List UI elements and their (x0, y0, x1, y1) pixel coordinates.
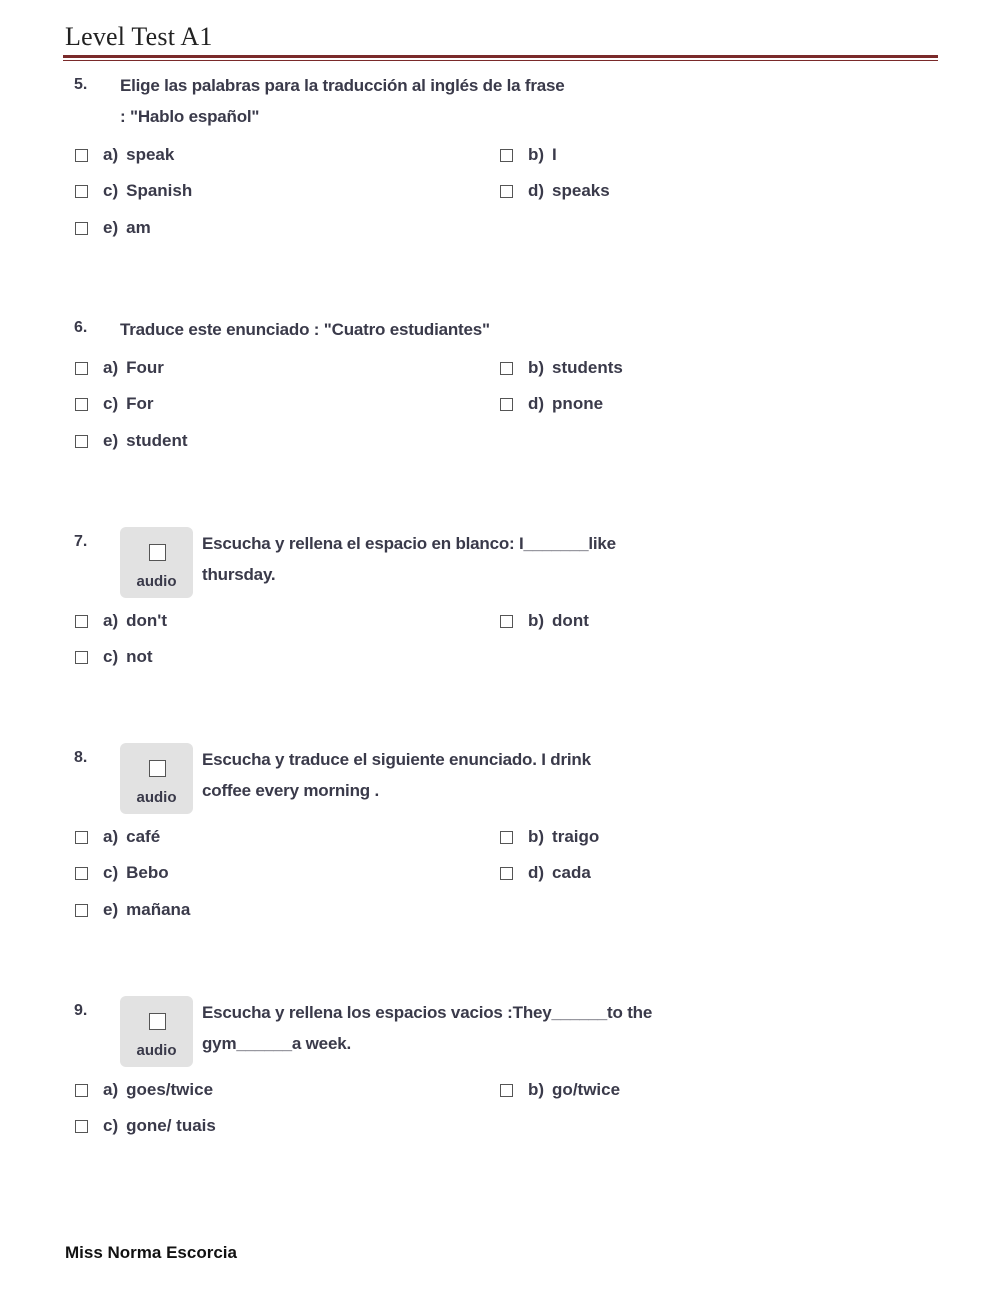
checkbox-icon[interactable] (500, 831, 513, 844)
option-text: café (126, 827, 161, 846)
question-number: 7. (74, 533, 88, 550)
option-letter: c) (103, 1116, 119, 1135)
option-checkbox[interactable] (75, 1115, 216, 1137)
checkbox-icon[interactable] (500, 362, 513, 375)
option-checkbox[interactable] (75, 862, 169, 884)
page-title: Level Test A1 (65, 22, 213, 51)
header-rule-thin (63, 60, 938, 61)
option-checkbox[interactable] (75, 393, 154, 415)
option-letter: d) (528, 863, 545, 882)
option-letter: c) (103, 181, 119, 200)
checkbox-icon[interactable] (500, 615, 513, 628)
audio-play-icon[interactable] (149, 544, 166, 561)
audio-play-icon[interactable] (149, 760, 166, 777)
option-text: I (552, 145, 557, 164)
checkbox-icon[interactable] (75, 1084, 88, 1097)
option-checkbox[interactable] (500, 610, 589, 632)
checkbox-icon[interactable] (75, 185, 88, 198)
option-checkbox[interactable] (75, 217, 151, 239)
option-text: go/twice (552, 1080, 621, 1099)
option-checkbox[interactable] (75, 430, 188, 452)
option-checkbox[interactable] (75, 899, 190, 921)
question-number: 5. (74, 76, 88, 93)
question-number: 6. (74, 319, 88, 336)
option-text: mañana (126, 900, 191, 919)
question-line: Traduce este enunciado : "Cuatro estudiantes" (120, 320, 490, 339)
option-text: Four (126, 358, 164, 377)
option-text: For (126, 394, 154, 413)
question-line: thursday. (202, 565, 276, 584)
option-letter: a) (103, 145, 119, 164)
question-line: Elige las palabras para la traducción al inglés de la frase (120, 76, 565, 95)
option-text: traigo (552, 827, 600, 846)
option-checkbox[interactable] (500, 357, 623, 379)
option-letter: a) (103, 827, 119, 846)
audio-button[interactable] (120, 527, 193, 598)
checkbox-icon[interactable] (75, 867, 88, 880)
checkbox-icon[interactable] (500, 867, 513, 880)
option-letter: b) (528, 358, 545, 377)
option-checkbox[interactable] (75, 646, 153, 668)
question-line: coffee every morning . (202, 781, 379, 800)
option-letter: b) (528, 145, 545, 164)
checkbox-icon[interactable] (75, 149, 88, 162)
audio-button[interactable] (120, 996, 193, 1067)
option-checkbox[interactable] (500, 826, 599, 848)
question-line: Escucha y rellena los espacios vacios :They______to the (202, 1003, 653, 1022)
option-letter: b) (528, 827, 545, 846)
option-checkbox[interactable] (500, 393, 603, 415)
checkbox-icon[interactable] (500, 149, 513, 162)
option-letter: c) (103, 647, 119, 666)
option-text: Bebo (126, 863, 169, 882)
option-checkbox[interactable] (500, 1079, 620, 1101)
option-letter: a) (103, 358, 119, 377)
option-letter: e) (103, 431, 119, 450)
option-text: gone/ tuais (126, 1116, 216, 1135)
option-letter: d) (528, 181, 545, 200)
audio-label: audio (136, 1042, 177, 1059)
option-checkbox[interactable] (500, 862, 591, 884)
question-line: : "Hablo español" (120, 107, 260, 126)
checkbox-icon[interactable] (75, 222, 88, 235)
option-checkbox[interactable] (75, 357, 164, 379)
header-rule (63, 55, 938, 58)
checkbox-icon[interactable] (75, 615, 88, 628)
option-letter: a) (103, 1080, 119, 1099)
option-text: students (552, 358, 623, 377)
option-letter: e) (103, 218, 119, 237)
question-line: Escucha y rellena el espacio en blanco: I_______like (202, 534, 616, 553)
option-text: not (126, 647, 153, 666)
option-text: goes/twice (126, 1080, 214, 1099)
option-text: am (126, 218, 151, 237)
checkbox-icon[interactable] (500, 1084, 513, 1097)
option-checkbox[interactable] (75, 144, 174, 166)
footer-author: Miss Norma Escorcia (65, 1243, 237, 1262)
checkbox-icon[interactable] (75, 831, 88, 844)
option-checkbox[interactable] (500, 144, 557, 166)
option-text: student (126, 431, 188, 450)
option-letter: a) (103, 611, 119, 630)
option-text: speaks (552, 181, 610, 200)
audio-label: audio (136, 789, 177, 806)
checkbox-icon[interactable] (500, 398, 513, 411)
checkbox-icon[interactable] (75, 435, 88, 448)
checkbox-icon[interactable] (500, 185, 513, 198)
option-text: speak (126, 145, 175, 164)
option-checkbox[interactable] (500, 180, 610, 202)
option-checkbox[interactable] (75, 1079, 213, 1101)
question-line: Escucha y traduce el siguiente enunciado. I drink (202, 750, 591, 769)
option-letter: c) (103, 863, 119, 882)
checkbox-icon[interactable] (75, 651, 88, 664)
checkbox-icon[interactable] (75, 398, 88, 411)
option-letter: c) (103, 394, 119, 413)
option-checkbox[interactable] (75, 610, 167, 632)
checkbox-icon[interactable] (75, 1120, 88, 1133)
question-text (202, 997, 652, 1059)
option-text: cada (552, 863, 591, 882)
question-text (120, 70, 565, 132)
option-text: pnone (552, 394, 604, 413)
option-letter: d) (528, 394, 545, 413)
question-text (202, 744, 591, 806)
question-text (202, 528, 616, 590)
audio-label: audio (136, 573, 177, 590)
audio-button[interactable] (120, 743, 193, 814)
option-text: don't (126, 611, 167, 630)
checkbox-icon[interactable] (75, 362, 88, 375)
audio-play-icon[interactable] (149, 1013, 166, 1030)
checkbox-icon[interactable] (75, 904, 88, 917)
option-letter: b) (528, 1080, 545, 1099)
option-text: Spanish (126, 181, 193, 200)
question-text (120, 314, 490, 345)
option-checkbox[interactable] (75, 826, 160, 848)
option-checkbox[interactable] (75, 180, 192, 202)
question-number: 9. (74, 1002, 88, 1019)
option-letter: e) (103, 900, 119, 919)
question-number: 8. (74, 749, 88, 766)
option-text: dont (552, 611, 589, 630)
question-line: gym______a week. (202, 1034, 351, 1053)
option-letter: b) (528, 611, 545, 630)
